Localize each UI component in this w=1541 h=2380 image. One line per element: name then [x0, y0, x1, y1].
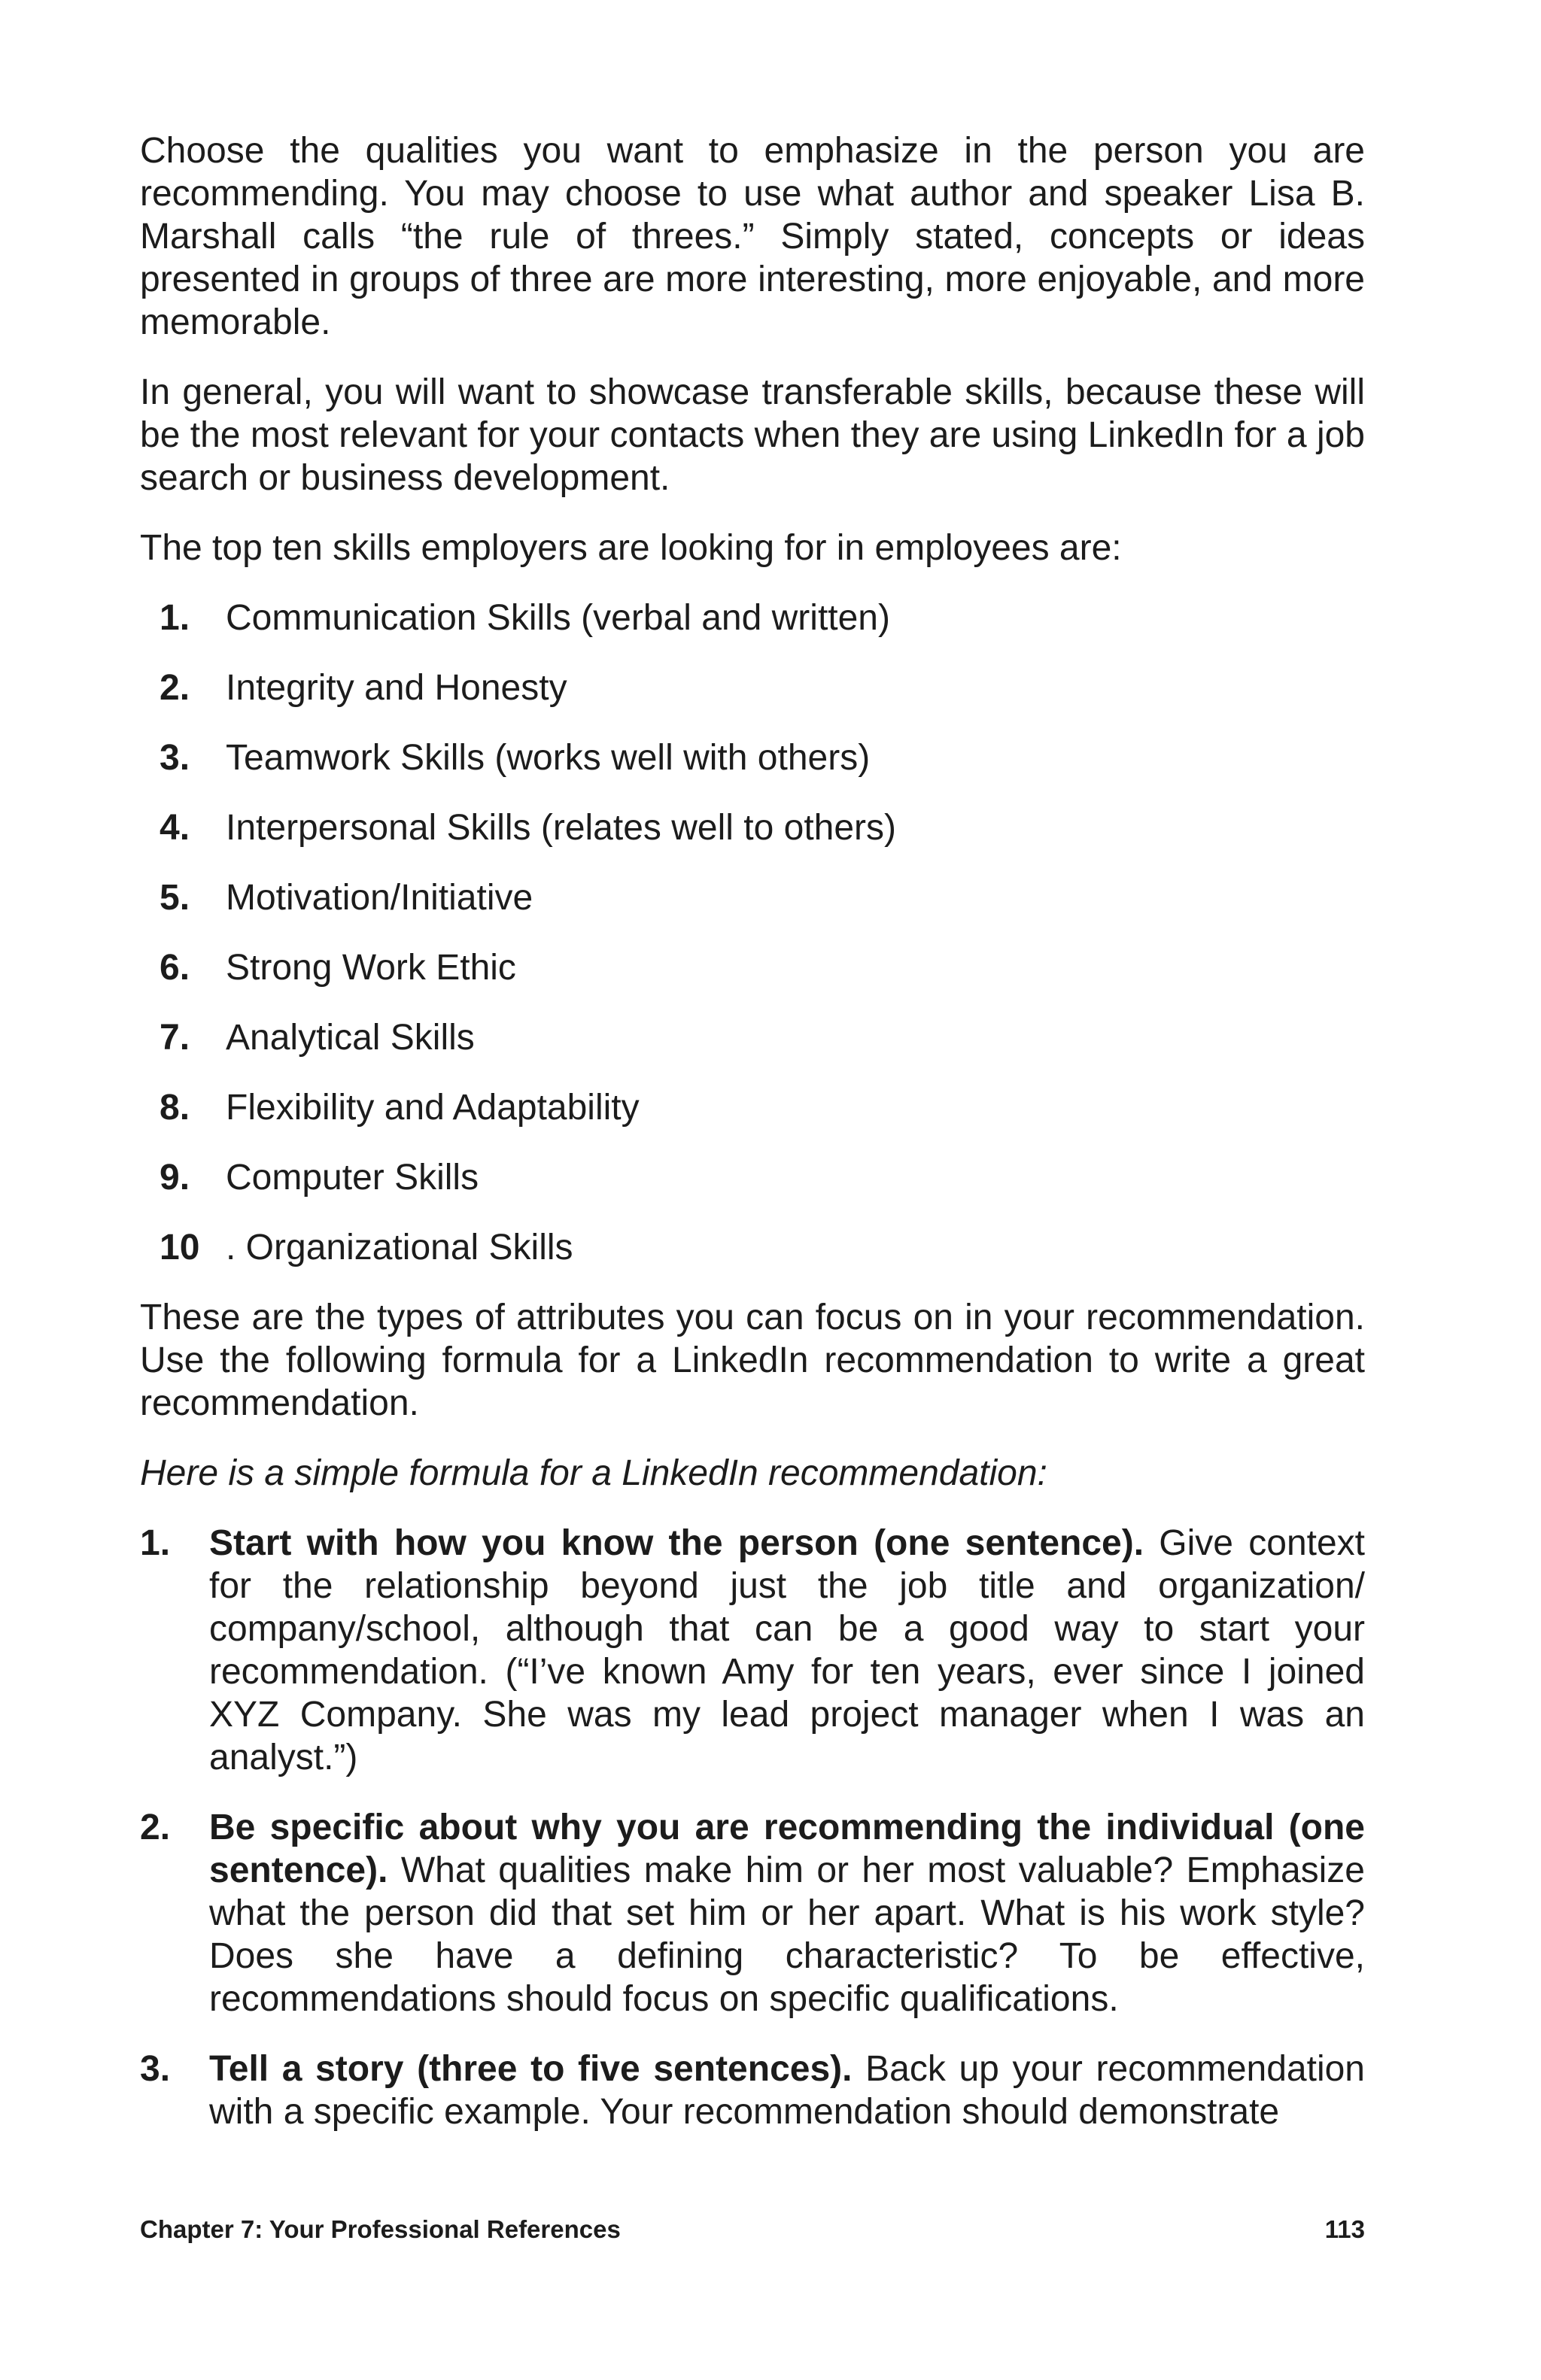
list-item-label: Computer Skills: [226, 1158, 479, 1198]
list-item-number: 6.: [160, 948, 190, 988]
list-item-number: 10: [160, 1228, 200, 1267]
list-item-body: Back up your recommendation with a specific example. Your recommendation should demonstrate: [209, 2049, 1366, 2132]
list-item: [140, 597, 1365, 639]
list-item: [140, 1156, 1365, 1199]
list-item-lead: Tell a story (three to five sentences).: [209, 2049, 853, 2089]
list-item-label: Analytical Skills: [226, 1018, 475, 1058]
paragraph-top-ten-intro: The top ten skills employers are looking for in employees are:: [140, 528, 1122, 568]
list-item-number: 3.: [140, 2049, 171, 2089]
paragraph-transferable-skills: In general, you will want to showcase transferable skills, because these will be the most relevant for your contacts when they are using LinkedIn for a job search or business development.: [140, 372, 1365, 498]
list-item-number: 2.: [140, 1808, 171, 1847]
top-ten-skills-list: [140, 597, 1365, 1269]
page-footer: [140, 2215, 1365, 2245]
chapter-title: Chapter 7: Your Professional References: [140, 2215, 621, 2243]
list-item: [140, 2048, 1365, 2133]
list-item-number: 4.: [160, 808, 190, 848]
paragraph-attributes: These are the types of attributes you can focus on in your recommendation. Use the following formula for a LinkedIn recommendation to write a great recommendation.: [140, 1298, 1365, 1423]
list-item: [140, 1522, 1365, 1779]
list-item: [140, 806, 1365, 849]
list-item: [140, 946, 1365, 989]
list-item-lead: Start with how you know the person (one sentence).: [209, 1523, 1144, 1563]
list-item-body: Give context for the relationship beyond just the job title and organization/ company/school, although that can be a good way to start your recommendation. (“I’ve known Amy for ten years, ever since I joined XYZ Company. She was my lead project manager when I was an analyst.”): [209, 1523, 1366, 1777]
list-item-label: Communication Skills (verbal and written): [226, 598, 890, 638]
list-item-number: 1.: [140, 1523, 171, 1563]
list-item-body: What qualities make him or her most valuable? Emphasize what the person did that set him or her apart. What is his work style? Does she have a defining characteristic? To be effective, recommendations should focus on specific qualifications.: [209, 1850, 1365, 2019]
page-body: [140, 129, 1365, 2160]
list-item-number: 1.: [160, 598, 190, 638]
paragraph-formula-intro: Here is a simple formula for a LinkedIn recommendation:: [140, 1453, 1047, 1493]
list-item-text: [209, 2048, 1365, 2133]
list-item-label: Teamwork Skills (works well with others): [226, 738, 871, 778]
list-item-label: Strong Work Ethic: [226, 948, 516, 988]
list-item-label: . Organizational Skills: [226, 1228, 573, 1267]
list-item-number: 9.: [160, 1158, 190, 1198]
list-item: [140, 876, 1365, 919]
list-item-label: Interpersonal Skills (relates well to others): [226, 808, 897, 848]
list-item-number: 5.: [160, 878, 190, 918]
list-item-label: Flexibility and Adaptability: [226, 1088, 640, 1128]
list-item: [140, 1226, 1365, 1269]
list-item: [140, 1086, 1365, 1129]
list-item-number: 2.: [160, 668, 190, 708]
list-item: [140, 1016, 1365, 1059]
list-item-number: 3.: [160, 738, 190, 778]
list-item-number: 7.: [160, 1018, 190, 1058]
list-item-text: [209, 1522, 1365, 1779]
page-number: 113: [1324, 2215, 1365, 2243]
list-item-number: 8.: [160, 1088, 190, 1128]
list-item: [140, 1806, 1365, 2020]
list-item-lead: Be specific about why you are recommending the individual (one sentence).: [209, 1808, 1365, 1890]
list-item-text: [209, 1806, 1365, 2020]
list-item-label: Motivation/Initiative: [226, 878, 533, 918]
list-item: [140, 736, 1365, 779]
recommendation-formula-list: [140, 1522, 1365, 2133]
paragraph-rule-of-threes: Choose the qualities you want to emphasize in the person you are recommending. You may choose to use what author and speaker Lisa B. Marshall calls “the rule of threes.” Simply stated, concepts or ideas presented in groups of three are more interesting, more enjoyable, and more memorable.: [140, 131, 1365, 342]
list-item-label: Integrity and Honesty: [226, 668, 567, 708]
list-item: [140, 666, 1365, 709]
